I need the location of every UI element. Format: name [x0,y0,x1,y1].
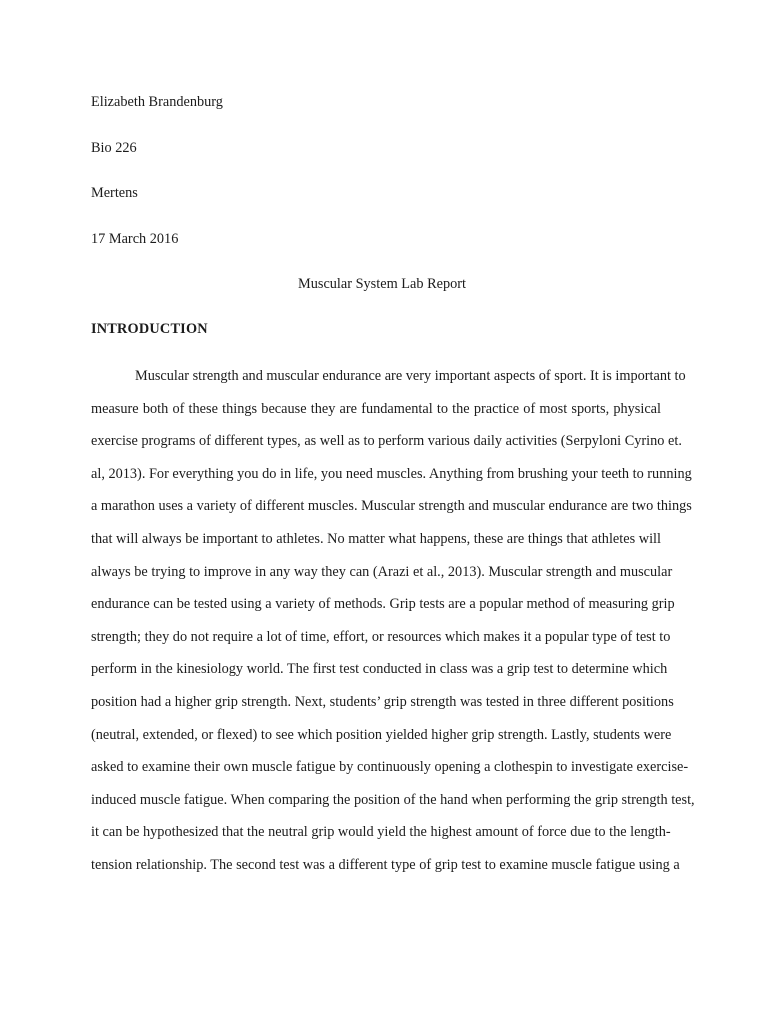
course-name: Bio 226 [91,140,137,156]
section-heading: INTRODUCTION [91,321,208,337]
paragraph-line: induced muscle fatigue. When comparing the position of the hand when performing the grip strength test, [91,792,695,808]
paragraph-line: tension relationship. The second test was a different type of grip test to examine muscle fatigue using a [91,857,680,873]
paragraph-line: position had a higher grip strength. Next, students’ grip strength was tested in three different positions [91,694,674,710]
paragraph-line: Muscular strength and muscular endurance are very important aspects of sport. It is important to [135,368,686,384]
paragraph-line: it can be hypothesized that the neutral grip would yield the highest amount of force due to the length- [91,824,671,840]
paragraph-line: measure both of these things because they are fundamental to the practice of most sports, physical [91,401,661,417]
paragraph-line: a marathon uses a variety of different muscles. Muscular strength and muscular endurance are two things [91,498,692,514]
author-name: Elizabeth Brandenburg [91,94,223,110]
paragraph-line: strength; they do not require a lot of time, effort, or resources which makes it a popular type of test to [91,629,671,645]
paragraph-line: exercise programs of different types, as well as to perform various daily activities (Serpyloni Cyrino et. [91,433,682,449]
paragraph-line: that will always be important to athletes. No matter what happens, these are things that athletes will [91,531,661,547]
report-title: Muscular System Lab Report [298,276,466,292]
paragraph-line: al, 2013). For everything you do in life, you need muscles. Anything from brushing your teeth to running [91,466,692,482]
instructor-name: Mertens [91,185,138,201]
paragraph-line: always be trying to improve in any way they can (Arazi et al., 2013). Muscular strength and muscular [91,564,673,580]
paragraph-line: perform in the kinesiology world. The first test conducted in class was a grip test to determine which [91,661,668,677]
paragraph-line: endurance can be tested using a variety of methods. Grip tests are a popular method of measuring grip [91,596,675,612]
paragraph-line: (neutral, extended, or flexed) to see which position yielded higher grip strength. Lastly, students were [91,727,672,743]
report-date: 17 March 2016 [91,231,179,247]
paragraph-line: asked to examine their own muscle fatigue by continuously opening a clothespin to investigate exercise- [91,759,689,775]
